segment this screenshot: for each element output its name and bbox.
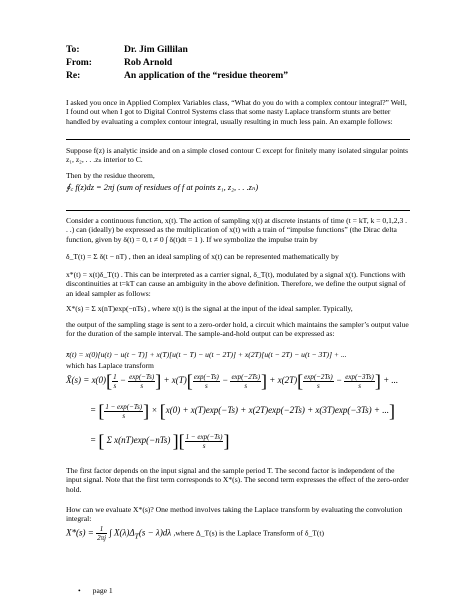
page-number: page 1: [92, 586, 113, 595]
bullet-icon: •: [78, 586, 81, 595]
to-label: To:: [66, 44, 80, 55]
to-value: Dr. Jim Gillilan: [124, 44, 188, 55]
laplace-expansion-line1: X̄(s) = x(0)[ $\frac{1}{s}$ − $\frac{\exp(-Ts)}{s}$ ] + x(T)[ $\frac{\exp(-Ts)}{s}$ − $\frac{\exp(-2Ts)}{s}$ ] + x(2T)[ $\frac{\exp(-2Ts)}{s}$ − $\frac{\exp(-3Ts)}{s}$ ] + ...: [66, 371, 399, 391]
suppose-paragraph: Suppose f(z) is analytic inside and on a simple closed contour C except for finitely many isolated singular points z₁, z₂, . . .zₙ interior to C.: [66, 146, 409, 165]
sampling-paragraph: Consider a continuous function, x(t). The action of sampling x(t) at discrete instants of time (t = kT, k = 0,1,2,3 . . .) can (ideally) be expressed as the multiplication of x(t) with a train of “impulse functions” (the Dirac delta function, given by δ(t) = 0, t ≠ 0 ∫ δ(t)dt = 1 ). If we symbolize the impulse train by: [66, 216, 408, 244]
zoh-paragraph: the output of the sampling stage is sent to a zero-order hold, a circuit which maintains the sampler’s output value for the duration of the sample interval. The sample-and-hold output can be expressed as:: [66, 320, 409, 339]
convolution-note: ,where Δ_T(s) is the Laplace Transform of δ_T(t): [173, 528, 325, 538]
convolution-paragraph: How can we evaluate X*(s)? One method involves taking the Laplace transform by evaluating the convolution integral:: [66, 505, 403, 524]
re-value: An application of the “residue theorem”: [124, 70, 289, 81]
intro-paragraph: I asked you once in Applied Complex Variables class, “What do you do with a complex contour integral?” Well, I found out when I got to Digital Control Systems class that some nasty Laplace transform stunts are better handled by evaluating a complex contour integral, usually resulting in much less pain. An example follows:: [66, 98, 407, 126]
starred-transform-equation: X*(s) = Σ x(nT)exp(−nTs) , where x(t) is the signal at the input of the ideal sampler. Typically,: [66, 304, 353, 313]
laplace-expansion-line3: = [ Σ x(nT)exp(−nTs) ][ $\frac{1 - \exp(-Ts)}{s}$ ]: [90, 431, 230, 451]
divider: [66, 210, 410, 211]
factor-paragraph: The first factor depends on the input signal and the sample period T. The second factor is independent of the input signal. Note that the first term corresponds to X*(s). The second term expresses the effect of the zero-order hold.: [66, 466, 409, 494]
laplace-note: which has Laplace transform: [66, 361, 154, 370]
sampler-output-paragraph: x*(t) = x(t)δ_T(t) . This can be interpreted as a carrier signal, δ_T(t), modulated by a signal x(t). Functions with discontinuities at t=kT can cause an ambiguity in the above definition. Therefore, we define the output signal of an ideal sampler as follows:: [66, 270, 406, 298]
laplace-expansion-line2: = [ $\frac{1 - \exp(-Ts)}{s}$ ] × [x(0) + x(T)exp(−Ts) + x(2T)exp(−2Ts) + x(3T)exp(−3Ts) + ...]: [90, 401, 395, 421]
memo-header: [66, 44, 288, 83]
impulse-train-equation: δ_T(t) = Σ δ(t − nT) , then an ideal sampling of x(t) can be represented mathematically by: [66, 252, 339, 261]
residue-intro: Then by the residue theorem,: [66, 171, 155, 180]
footer: [78, 586, 113, 595]
from-value: Rob Arnold: [124, 57, 173, 68]
re-label: Re:: [66, 70, 81, 81]
sample-hold-equation: x̄(t) = x(0)[u(t) − u(t − T)] + x(T)[u(t − T) − u(t − 2T)] + x(2T)[u(t − 2T) − u(t − 3T)] + ...: [66, 350, 347, 359]
divider: [66, 139, 410, 140]
from-label: From:: [66, 57, 92, 68]
convolution-equation: X*(s) = $\frac{1}{2\pi j}$ ∫ $X(\lambda)\Delta_T(s - \lambda)d\lambda$ ,where Δ_T(s) is the Laplace Transform of δ_T(t): [66, 525, 325, 542]
residue-equation: ∮꜀ f(z)dz = 2πj (sum of residues of f at points z₁, z₂, . . .zₙ): [66, 183, 259, 192]
